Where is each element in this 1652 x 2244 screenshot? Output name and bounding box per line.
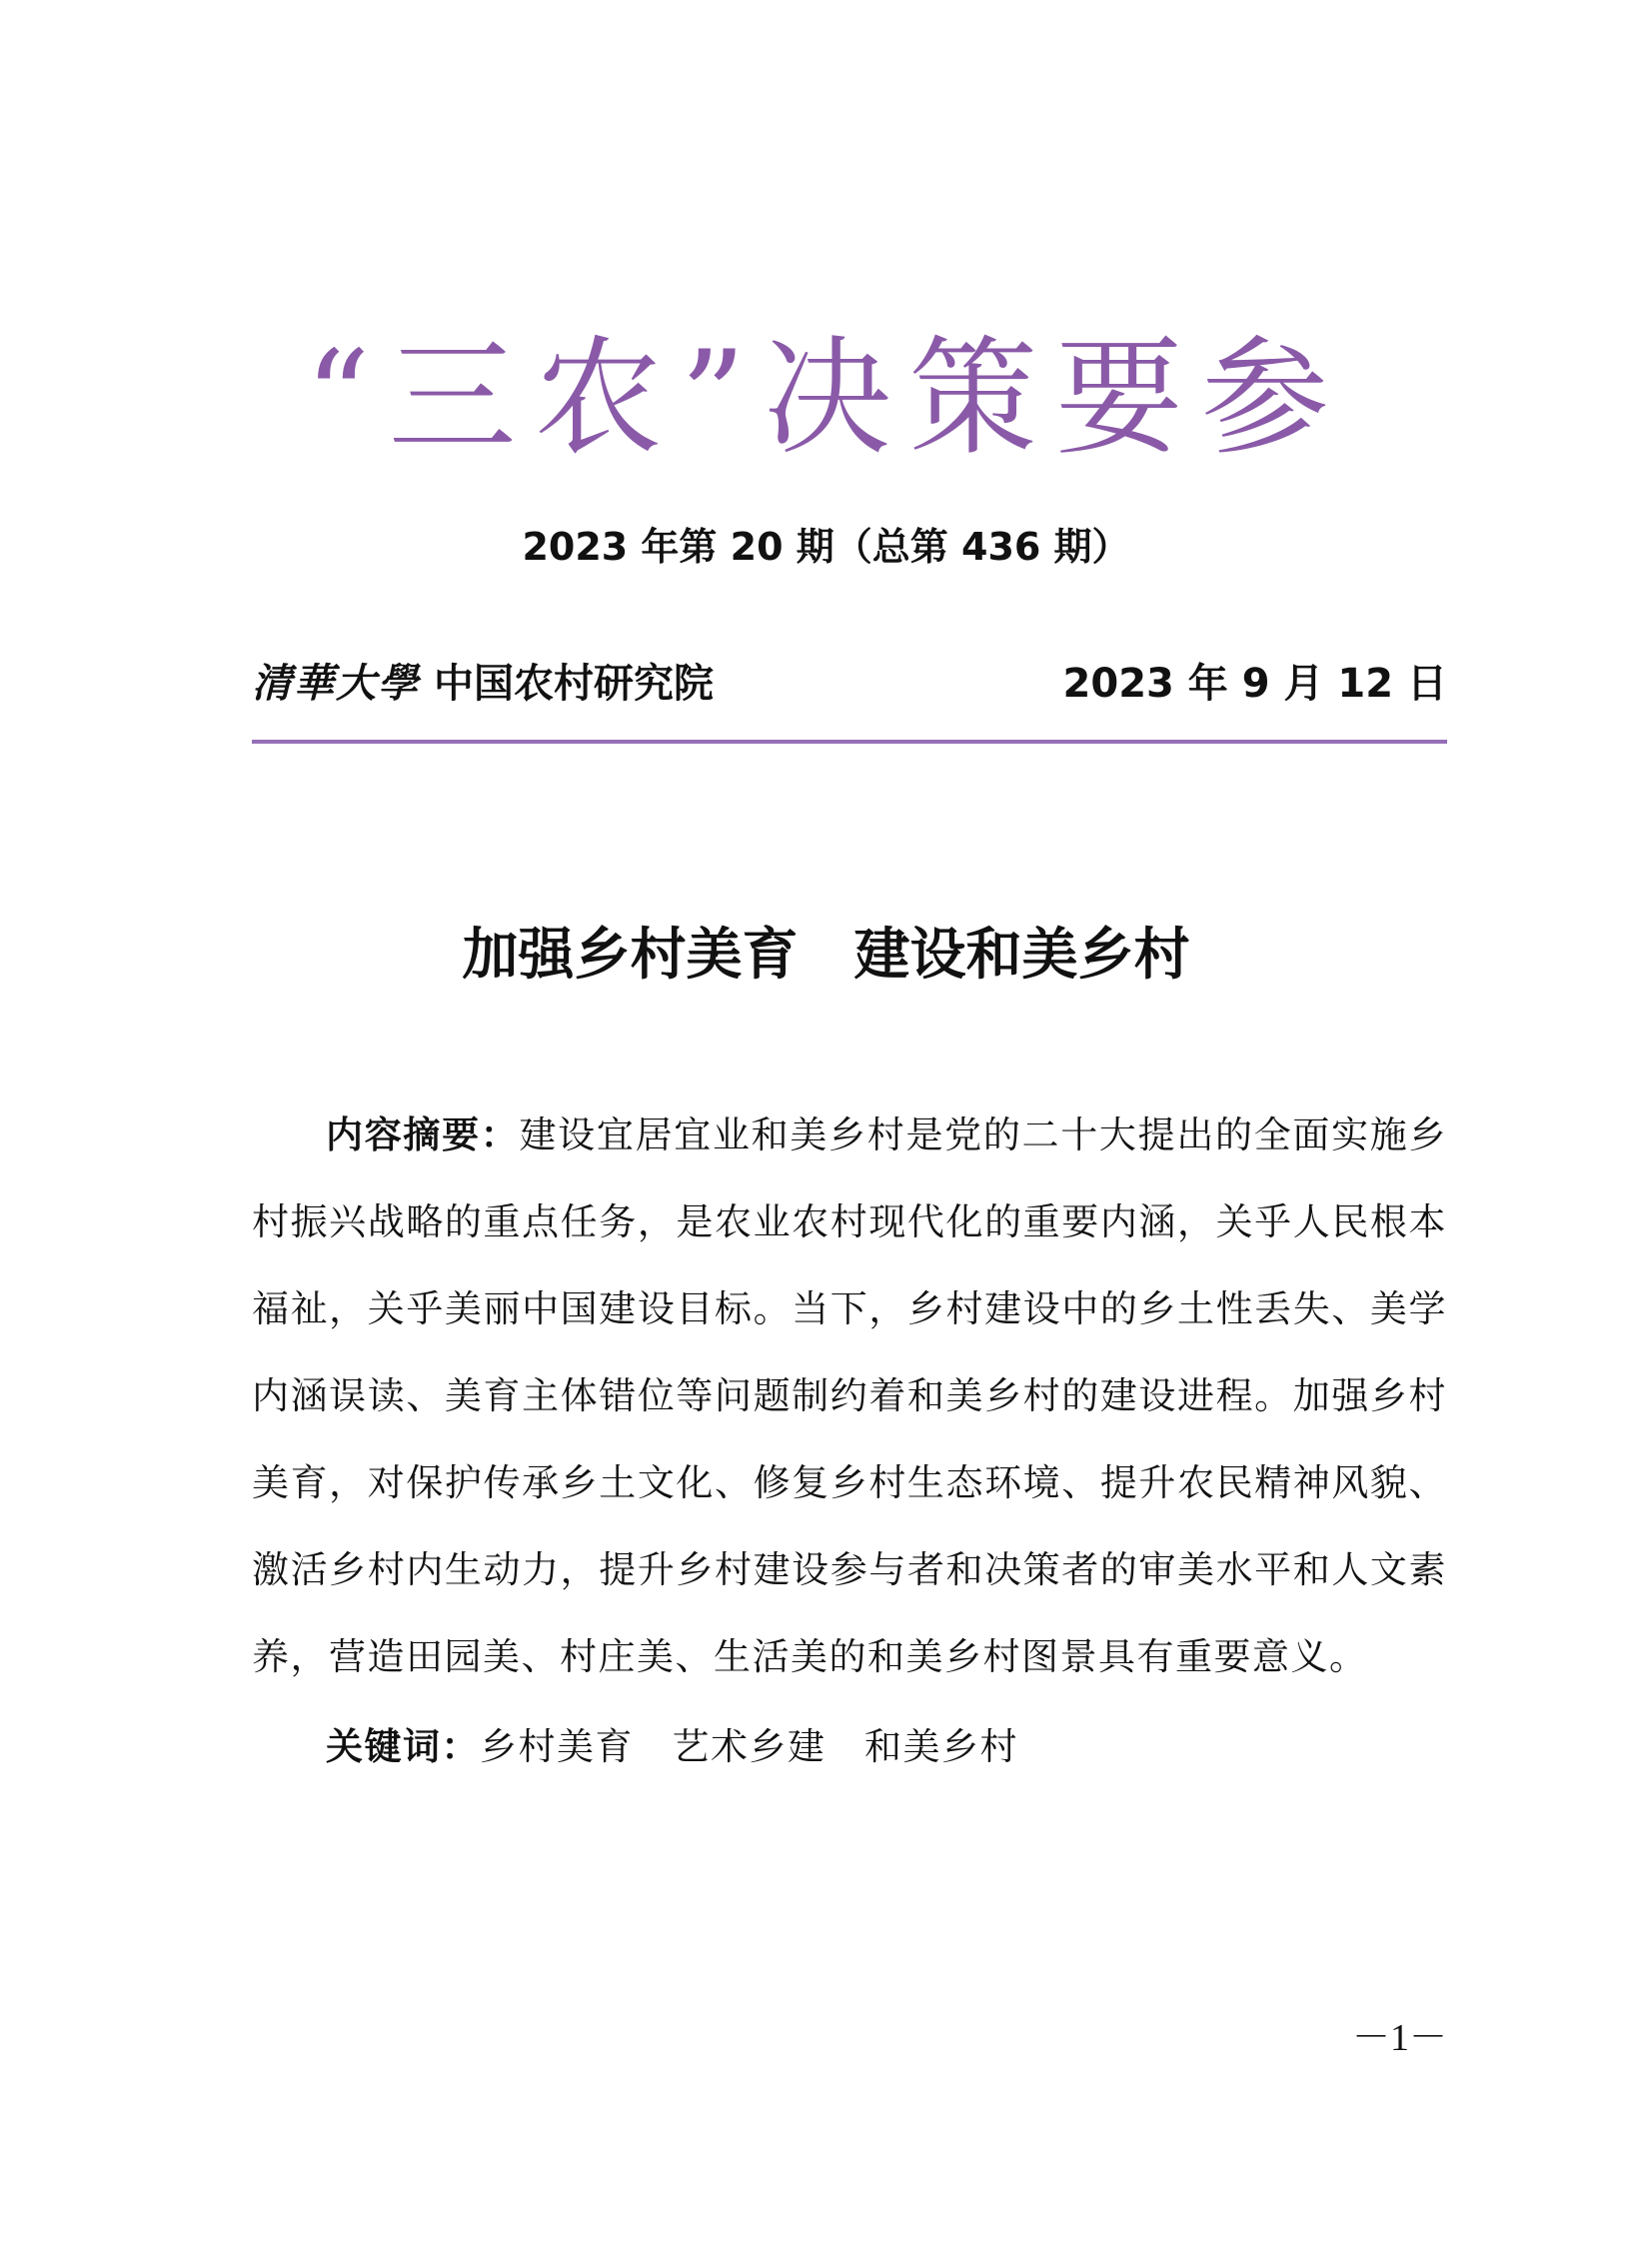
abstract-label: 内容摘要： — [326, 1114, 520, 1156]
institute-name: 中国农村研究院 — [434, 661, 714, 707]
masthead-title: “三农”决策要参 — [305, 324, 1347, 473]
article-title: 加强乡村美育 建设和美乡村 — [462, 923, 1190, 988]
keywords-label: 关键词： — [326, 1725, 480, 1768]
page-number: －1－ — [1351, 2017, 1447, 2059]
publisher — [252, 660, 714, 707]
abstract-text: 建设宜居宜业和美乡村是党的二十大提出的全面实施乡村振兴战略的重点任务，是农业农村现代化的重要内涵，关乎人民根本福祉，关乎美丽中国建设目标。当下，乡村建设中的乡土性丢失、美学内涵误读、美育主体错位等问题制约着和美乡村的建设进程。加强乡村美育，对保护传承乡土文化、修复乡村生态环境、提升农民精神风貌、激活乡村内生动力，提升乡村建设参与者和决策者的审美水平和人文素养，营造田园美、村庄美、生活美的和美乡村图景具有重要意义。 — [252, 1114, 1448, 1678]
publish-date: 2023 年 9 月 12 日 — [1062, 661, 1447, 707]
abstract-paragraph — [252, 1092, 1447, 1700]
keywords-line — [252, 1703, 1447, 1790]
header-divider — [252, 740, 1447, 744]
issue-number: 2023 年第 20 期（总第 436 期） — [522, 525, 1130, 569]
keywords-text: 乡村美育 艺术乡建 和美乡村 — [480, 1725, 1018, 1768]
university-logo-text: 清華大學 — [252, 660, 420, 707]
